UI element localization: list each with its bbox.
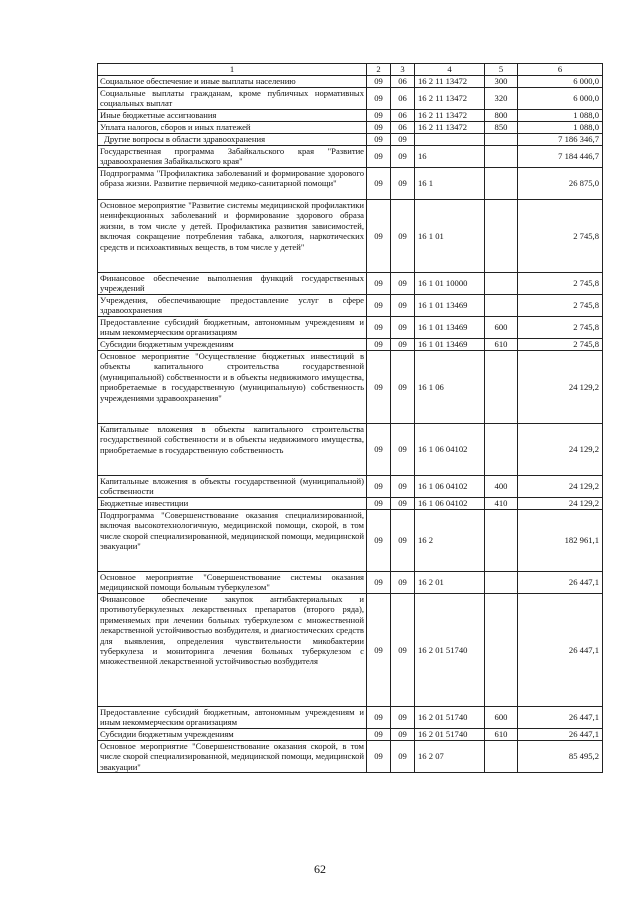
row-expense-type: 300 [485,76,518,88]
row-section: 09 [367,122,391,134]
table-row [98,707,603,729]
row-expense-type [485,572,518,594]
row-section: 09 [367,76,391,88]
row-expense-type: 610 [485,339,518,351]
row-target-article: 16 2 01 51740 [415,729,485,741]
row-amount: 182 961,1 [518,510,603,572]
row-target-article: 16 1 06 04102 [415,498,485,510]
row-expense-type [485,594,518,707]
row-section: 09 [367,498,391,510]
row-name: Подпрограмма "Профилактика заболеваний и формирование здорового образа жизни. Развитие первичной медико-санитарной помощи" [98,168,367,200]
row-section: 09 [367,729,391,741]
row-name: Основное мероприятие "Совершенствование оказания скорой, в том числе скорой специализированной, медицинской помощи, медицинской эвакуации" [98,741,367,773]
row-subsection: 09 [391,351,415,424]
row-target-article: 16 1 [415,168,485,200]
row-target-article [415,134,485,146]
row-section: 09 [367,476,391,498]
row-subsection: 09 [391,317,415,339]
row-subsection: 09 [391,424,415,476]
table-row [98,134,603,146]
row-amount: 1 088,0 [518,110,603,122]
row-name: Финансовое обеспечение закупок антибактериальных и противотуберкулезных лекарственных препаратов (второго ряда), применяемых при лечении больных туберкулезом с множественной лекарственной устойчивостью возбудителя, и диагностических средств для выявления, определения чувствительности микобактерии туберкулеза и мониторинга лечения больных туберкулезом с множественной лекарственной устойчивостью возбудителя [98,594,367,707]
row-target-article: 16 1 01 10000 [415,273,485,295]
table-row [98,110,603,122]
table-header-row [98,64,603,76]
row-name: Учреждения, обеспечивающие предоставление услуг в сфере здравоохранения [98,295,367,317]
row-name: Государственная программа Забайкальского края "Развитие здравоохранения Забайкальского края" [98,146,367,168]
row-amount: 6 000,0 [518,88,603,110]
budget-table-container [97,63,602,773]
row-name: Субсидии бюджетным учреждениям [98,339,367,351]
row-section: 09 [367,146,391,168]
page-number: 62 [314,862,326,876]
row-subsection: 06 [391,76,415,88]
row-expense-type: 400 [485,476,518,498]
table-row [98,295,603,317]
row-name: Субсидии бюджетным учреждениям [98,729,367,741]
row-subsection: 09 [391,594,415,707]
row-target-article: 16 2 01 51740 [415,707,485,729]
table-row [98,88,603,110]
row-section: 09 [367,741,391,773]
row-expense-type [485,146,518,168]
table-row [98,741,603,773]
row-amount: 26 875,0 [518,168,603,200]
row-subsection: 09 [391,295,415,317]
row-subsection: 09 [391,741,415,773]
header-col-4: 4 [415,64,485,76]
row-amount: 26 447,1 [518,729,603,741]
row-target-article: 16 [415,146,485,168]
table-row [98,572,603,594]
row-expense-type: 850 [485,122,518,134]
table-row [98,168,603,200]
row-section: 09 [367,134,391,146]
row-section: 09 [367,200,391,273]
row-name: Капитальные вложения в объекты государственной (муниципальной) собственности [98,476,367,498]
row-amount: 24 129,2 [518,498,603,510]
row-section: 09 [367,707,391,729]
row-target-article: 16 1 06 [415,351,485,424]
row-name: Основное мероприятие "Развитие системы медицинской профилактики неинфекционных заболеваний и формирование здорового образа жизни, в том числе у детей. Профилактика развития зависимостей, включая сокращение потребления табака, алкоголя, наркотических средств и психоактивных веществ, в том числе у детей" [98,200,367,273]
table-row [98,76,603,88]
row-section: 09 [367,88,391,110]
row-subsection: 09 [391,707,415,729]
row-subsection: 09 [391,476,415,498]
header-col-1: 1 [98,64,367,76]
row-section: 09 [367,317,391,339]
row-amount: 2 745,8 [518,200,603,273]
row-expense-type: 600 [485,317,518,339]
row-subsection: 09 [391,168,415,200]
row-section: 09 [367,351,391,424]
table-row [98,476,603,498]
row-expense-type [485,510,518,572]
row-subsection: 06 [391,122,415,134]
row-amount: 26 447,1 [518,594,603,707]
row-subsection: 09 [391,200,415,273]
header-col-2: 2 [367,64,391,76]
table-row [98,200,603,273]
row-amount: 2 745,8 [518,273,603,295]
row-subsection: 09 [391,146,415,168]
row-amount: 7 184 446,7 [518,146,603,168]
row-amount: 1 088,0 [518,122,603,134]
table-row [98,594,603,707]
row-amount: 26 447,1 [518,572,603,594]
row-target-article: 16 2 [415,510,485,572]
row-amount: 24 129,2 [518,476,603,498]
row-name: Основное мероприятие "Совершенствование системы оказания медицинской помощи больным туберкулезом" [98,572,367,594]
row-subsection: 09 [391,510,415,572]
row-target-article: 16 2 11 13472 [415,88,485,110]
row-section: 09 [367,572,391,594]
row-amount: 6 000,0 [518,76,603,88]
row-expense-type [485,295,518,317]
row-amount: 24 129,2 [518,351,603,424]
row-name: Предоставление субсидий бюджетным, автономным учреждениям и иным некоммерческим организациям [98,317,367,339]
row-subsection: 09 [391,273,415,295]
row-target-article: 16 1 01 13469 [415,317,485,339]
row-expense-type [485,424,518,476]
header-col-3: 3 [391,64,415,76]
table-row [98,498,603,510]
row-name: Уплата налогов, сборов и иных платежей [98,122,367,134]
row-target-article: 16 1 01 [415,200,485,273]
row-target-article: 16 2 07 [415,741,485,773]
table-row [98,339,603,351]
row-name: Бюджетные инвестиции [98,498,367,510]
row-name: Подпрограмма "Совершенствование оказания специализированной, включая высокотехнологичную, медицинской помощи, скорой, в том числе скорой специализированной, медицинской помощи, медицинской эвакуации" [98,510,367,572]
row-expense-type [485,741,518,773]
row-name: Финансовое обеспечение выполнения функций государственных учреждений [98,273,367,295]
row-name: Другие вопросы в области здравоохранения [98,134,367,146]
row-subsection: 09 [391,572,415,594]
row-subsection: 06 [391,88,415,110]
row-name: Капитальные вложения в объекты капитального строительства государственной собственности и в объекты недвижимого имущества, приобретаемые в государственную собственность [98,424,367,476]
row-target-article: 16 2 01 [415,572,485,594]
budget-table [97,63,603,773]
row-amount: 24 129,2 [518,424,603,476]
row-subsection: 09 [391,134,415,146]
row-expense-type [485,200,518,273]
row-section: 09 [367,273,391,295]
row-section: 09 [367,424,391,476]
row-target-article: 16 1 01 13469 [415,339,485,351]
row-name: Социальное обеспечение и иные выплаты населению [98,76,367,88]
table-row [98,351,603,424]
row-name: Основное мероприятие "Осуществление бюджетных инвестиций в объекты капитального строительства государственной (муниципальной) собственности и в объекты недвижимого имущества, приобретаемые в государственную (муниципальную) собственность учреждениями здравоохранения" [98,351,367,424]
row-target-article: 16 2 11 13472 [415,110,485,122]
row-expense-type [485,168,518,200]
row-amount: 2 745,8 [518,295,603,317]
table-row [98,122,603,134]
row-section: 09 [367,510,391,572]
row-target-article: 16 2 11 13472 [415,76,485,88]
row-amount: 7 186 346,7 [518,134,603,146]
row-subsection: 06 [391,110,415,122]
row-name: Социальные выплаты гражданам, кроме публичных нормативных социальных выплат [98,88,367,110]
row-subsection: 09 [391,729,415,741]
row-expense-type: 410 [485,498,518,510]
table-row [98,729,603,741]
row-section: 09 [367,168,391,200]
row-amount: 2 745,8 [518,339,603,351]
row-expense-type: 800 [485,110,518,122]
row-subsection: 09 [391,339,415,351]
header-col-5: 5 [485,64,518,76]
row-target-article: 16 1 01 13469 [415,295,485,317]
row-subsection: 09 [391,498,415,510]
row-section: 09 [367,594,391,707]
row-target-article: 16 2 01 51740 [415,594,485,707]
row-expense-type [485,273,518,295]
row-target-article: 16 1 06 04102 [415,424,485,476]
row-amount: 26 447,1 [518,707,603,729]
row-section: 09 [367,295,391,317]
row-expense-type [485,134,518,146]
table-row [98,424,603,476]
row-expense-type: 600 [485,707,518,729]
row-section: 09 [367,110,391,122]
row-expense-type: 320 [485,88,518,110]
row-section: 09 [367,339,391,351]
row-target-article: 16 2 11 13472 [415,122,485,134]
row-amount: 2 745,8 [518,317,603,339]
table-row [98,317,603,339]
row-name: Иные бюджетные ассигнования [98,110,367,122]
row-expense-type: 610 [485,729,518,741]
header-col-6: 6 [518,64,603,76]
table-row [98,146,603,168]
row-name: Предоставление субсидий бюджетным, автономным учреждениям и иным некоммерческим организациям [98,707,367,729]
table-row [98,510,603,572]
row-expense-type [485,351,518,424]
table-row [98,273,603,295]
row-amount: 85 495,2 [518,741,603,773]
row-target-article: 16 1 06 04102 [415,476,485,498]
